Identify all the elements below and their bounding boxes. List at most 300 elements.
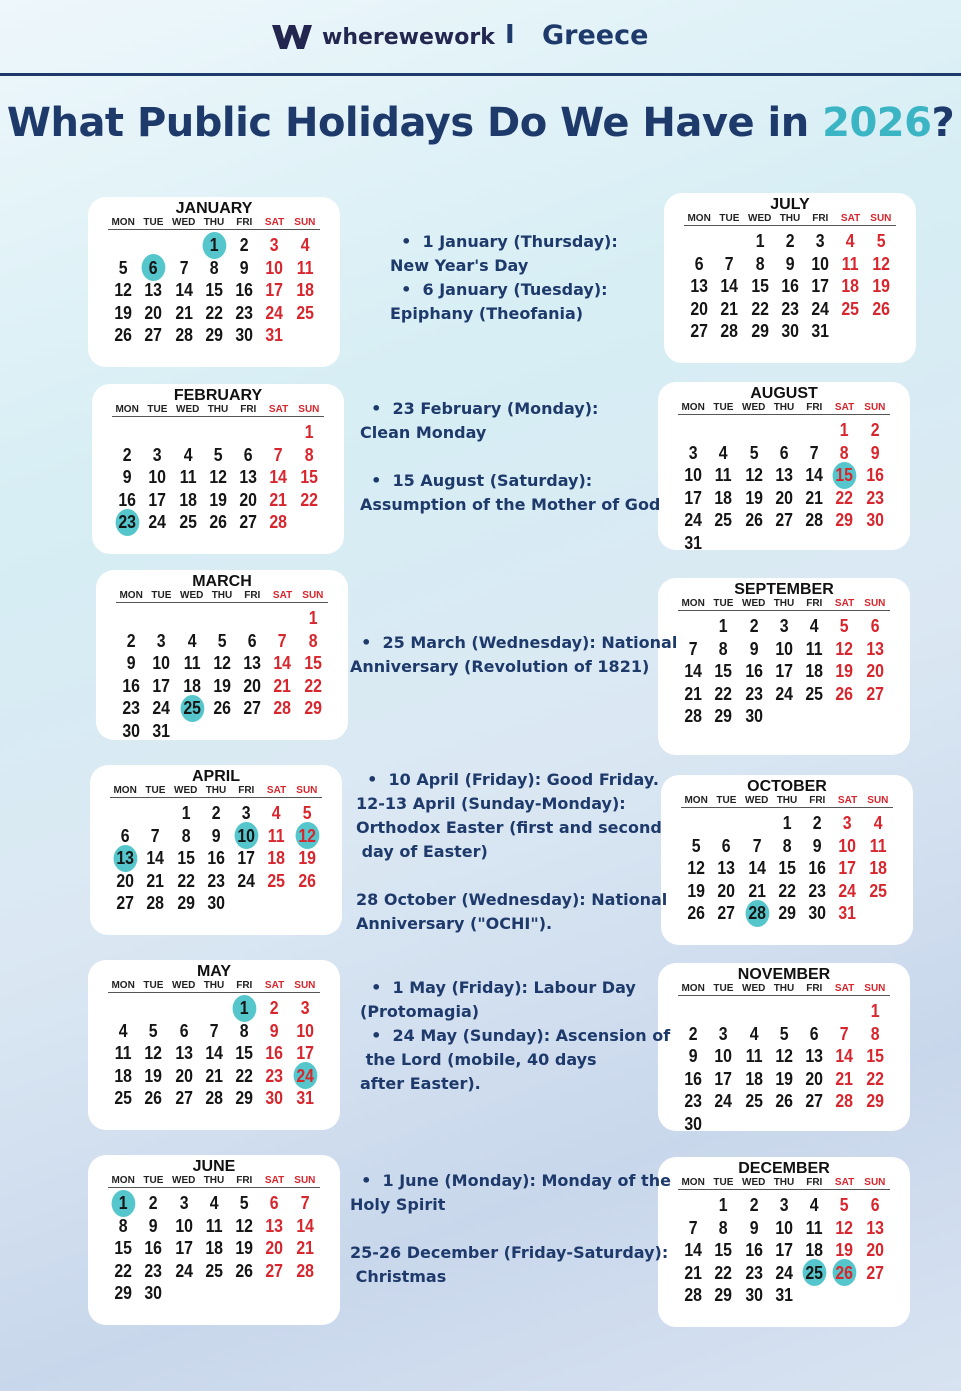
day: 4 xyxy=(209,1193,219,1213)
weekday-label: WED xyxy=(742,1177,766,1188)
weekday-label: FRI xyxy=(809,795,826,806)
day: 20 xyxy=(144,302,163,323)
holiday-note-line: Clean Monday xyxy=(360,423,487,442)
day: 15 xyxy=(714,1240,733,1260)
day: 7 xyxy=(278,630,287,651)
day-grid xyxy=(681,812,893,925)
day: 24 xyxy=(265,302,284,323)
day: 9 xyxy=(870,442,880,463)
month-calendar-august xyxy=(658,382,910,553)
day: 26 xyxy=(872,298,890,319)
holiday-day: 6 xyxy=(140,257,167,280)
weekday-label: MON xyxy=(111,1175,135,1186)
day: 15 xyxy=(304,653,322,673)
day: 22 xyxy=(114,1260,132,1281)
day: 17 xyxy=(838,858,857,878)
day: 28 xyxy=(205,1088,223,1108)
holiday-note-line xyxy=(356,864,667,888)
weekday-label: FRI xyxy=(806,983,823,994)
day: 26 xyxy=(687,903,705,923)
weekday-label: TUE xyxy=(143,1175,164,1186)
weekday-label: SUN xyxy=(294,980,316,991)
day: 3 xyxy=(779,1195,789,1215)
day-grid xyxy=(678,615,890,728)
day: 13 xyxy=(775,465,793,485)
day: 18 xyxy=(178,489,197,510)
day: 4 xyxy=(846,231,855,251)
day: 29 xyxy=(205,325,223,345)
day: 15 xyxy=(750,276,769,296)
day: 29 xyxy=(750,321,769,341)
empty-cell xyxy=(740,1000,767,1023)
day: 27 xyxy=(116,893,134,913)
day: 2 xyxy=(749,616,759,636)
weekday-label: SAT xyxy=(834,402,855,413)
holiday-note-line: Orthodox Easter (first and second xyxy=(356,818,662,837)
day: 20 xyxy=(174,1065,193,1086)
day: 16 xyxy=(144,1238,163,1258)
day: 19 xyxy=(235,1238,254,1258)
day: 29 xyxy=(778,903,796,923)
month-calendar-may xyxy=(88,960,340,1130)
day: 22 xyxy=(205,302,223,323)
holiday-note-line: • 1 June (Monday): Monday of the xyxy=(350,1171,671,1190)
weekday-label: TUE xyxy=(713,402,734,413)
day: 25 xyxy=(114,1088,132,1108)
day: 22 xyxy=(235,1065,254,1086)
day: 7 xyxy=(752,835,762,856)
month-name: MAY xyxy=(196,963,232,980)
day: 24 xyxy=(237,870,256,891)
day: 6 xyxy=(809,1023,819,1044)
empty-cell xyxy=(170,997,197,1020)
day: 27 xyxy=(805,1091,824,1111)
weekday-label: MON xyxy=(115,404,139,415)
day: 13 xyxy=(243,653,262,673)
day: 13 xyxy=(690,276,708,296)
day: 23 xyxy=(265,1065,284,1086)
weekday-label: THU xyxy=(773,983,795,994)
day: 17 xyxy=(296,1043,314,1063)
holiday-note-line: • 24 May (Sunday): Ascension of xyxy=(360,1026,671,1045)
day: 12 xyxy=(213,653,231,673)
empty-cell xyxy=(743,812,770,835)
day: 11 xyxy=(745,1046,763,1066)
weekday-label: THU xyxy=(773,1177,795,1188)
day: 10 xyxy=(775,638,793,659)
holiday-note-line: • 1 May (Friday): Labour Day xyxy=(360,978,636,997)
weekday-label: FRI xyxy=(806,402,823,413)
day: 18 xyxy=(267,848,286,868)
day: 7 xyxy=(688,638,698,659)
day: 18 xyxy=(744,1068,763,1089)
weekday-label: SAT xyxy=(834,598,855,609)
day: 26 xyxy=(744,510,763,530)
day: 26 xyxy=(213,698,231,718)
holiday-note-line: • 15 August (Saturday): xyxy=(360,471,593,490)
day: 4 xyxy=(809,616,819,636)
day: 26 xyxy=(235,1260,254,1281)
day: 1 xyxy=(304,422,314,442)
day: 19 xyxy=(114,302,132,323)
day: 31 xyxy=(296,1088,314,1108)
day: 11 xyxy=(842,253,859,274)
brand-name: wherewework xyxy=(322,24,495,50)
day: 22 xyxy=(176,870,195,891)
day: 21 xyxy=(174,302,193,323)
day: 19 xyxy=(835,1240,854,1260)
weekday-label: SUN xyxy=(864,402,886,413)
day: 30 xyxy=(744,706,763,726)
empty-cell xyxy=(680,1194,707,1217)
day: 4 xyxy=(187,630,197,651)
day: 20 xyxy=(866,661,884,681)
day: 24 xyxy=(174,1260,193,1281)
day: 12 xyxy=(209,467,227,487)
day: 29 xyxy=(835,510,854,530)
day: 7 xyxy=(725,253,734,274)
weekday-label: TUE xyxy=(151,590,172,601)
day: 14 xyxy=(684,1240,702,1260)
day: 21 xyxy=(684,683,702,704)
empty-cell xyxy=(686,230,713,253)
day: 24 xyxy=(775,1262,793,1283)
day: 7 xyxy=(300,1193,310,1213)
day: 24 xyxy=(811,298,830,319)
holiday-note-line: 25-26 December (Friday-Saturday): xyxy=(350,1243,669,1262)
day: 22 xyxy=(304,675,322,696)
empty-cell xyxy=(680,1000,707,1023)
day: 5 xyxy=(779,1023,789,1044)
holiday-notes xyxy=(356,768,667,936)
day-grid xyxy=(678,1000,890,1135)
holiday-note-line: Anniversary (Revolution of 1821) xyxy=(350,657,650,676)
day: 9 xyxy=(239,257,249,278)
weekday-label: THU xyxy=(776,795,798,806)
day: 2 xyxy=(122,444,132,465)
weekday-label: MON xyxy=(681,983,705,994)
day-grid xyxy=(684,230,896,343)
holiday-note-line: 12-13 April (Sunday-Monday): xyxy=(356,794,626,813)
empty-cell xyxy=(713,812,740,835)
day: 1 xyxy=(719,616,728,636)
day: 19 xyxy=(835,661,854,681)
day: 17 xyxy=(174,1238,193,1258)
day: 5 xyxy=(749,442,759,463)
holiday-day: 25 xyxy=(178,697,205,720)
day: 25 xyxy=(205,1260,223,1281)
day: 16 xyxy=(235,280,254,300)
day: 8 xyxy=(870,1023,880,1044)
day: 1 xyxy=(840,420,849,440)
weekday-label: TUE xyxy=(145,785,166,796)
weekday-label: THU xyxy=(203,980,225,991)
holiday-note-line: Holy Spirit xyxy=(350,1195,446,1214)
weekday-label: MON xyxy=(111,980,135,991)
day: 23 xyxy=(744,683,763,704)
day: 26 xyxy=(144,1088,163,1108)
weekday-label: SUN xyxy=(302,590,324,601)
day: 6 xyxy=(243,444,253,465)
day: 19 xyxy=(687,880,705,901)
day: 6 xyxy=(247,630,257,651)
day: 4 xyxy=(809,1195,819,1215)
month-name: OCTOBER xyxy=(747,778,827,795)
holiday-note-line: Anniversary ("OCHI"). xyxy=(356,914,553,933)
day: 20 xyxy=(717,880,736,901)
weekday-label: SUN xyxy=(864,1177,886,1188)
weekday-label: TUE xyxy=(143,980,164,991)
day: 27 xyxy=(866,683,884,704)
weekday-header xyxy=(108,217,320,230)
weekday-label: SAT xyxy=(268,404,289,415)
empty-cell xyxy=(140,997,167,1020)
day: 17 xyxy=(714,1068,733,1089)
day: 30 xyxy=(265,1088,284,1108)
weekday-label: FRI xyxy=(806,598,823,609)
day: 22 xyxy=(714,1262,733,1283)
day: 24 xyxy=(684,510,702,530)
holiday-note-line: day of Easter) xyxy=(356,842,488,861)
day: 13 xyxy=(805,1046,824,1066)
weekday-label: THU xyxy=(203,1175,225,1186)
day-grid xyxy=(108,997,320,1110)
day: 6 xyxy=(722,835,731,856)
day: 21 xyxy=(269,489,288,510)
day: 7 xyxy=(151,825,160,846)
weekday-label: WED xyxy=(172,980,196,991)
month-name: DECEMBER xyxy=(738,1160,830,1177)
day: 25 xyxy=(178,512,197,532)
day: 10 xyxy=(775,1217,793,1238)
day: 16 xyxy=(744,1240,763,1260)
holiday-note-line: • 6 January (Tuesday): xyxy=(390,280,608,299)
empty-cell xyxy=(710,1000,737,1023)
day: 4 xyxy=(300,235,310,255)
day: 3 xyxy=(270,235,279,255)
day: 16 xyxy=(118,489,136,510)
day: 3 xyxy=(815,231,825,251)
title-text: What Public Holidays Do We Have in xyxy=(6,100,823,146)
empty-cell xyxy=(170,234,197,257)
weekday-label: SUN xyxy=(294,1175,316,1186)
month-name: JULY xyxy=(770,196,810,213)
day: 31 xyxy=(811,321,830,341)
day: 8 xyxy=(304,444,314,465)
day: 13 xyxy=(144,280,163,300)
weekday-label: THU xyxy=(203,217,225,228)
weekday-label: TUE xyxy=(719,213,740,224)
empty-cell xyxy=(801,419,828,442)
day: 28 xyxy=(296,1260,314,1281)
empty-cell xyxy=(112,802,139,825)
empty-cell xyxy=(205,421,232,444)
day: 29 xyxy=(714,706,733,726)
day: 30 xyxy=(235,325,254,345)
day: 26 xyxy=(775,1091,793,1111)
day: 10 xyxy=(152,653,171,673)
day: 19 xyxy=(744,487,763,508)
weekday-label: SAT xyxy=(834,983,855,994)
day: 6 xyxy=(694,253,704,274)
weekday-label: FRI xyxy=(806,1177,823,1188)
wherewework-logo-icon xyxy=(270,22,314,52)
empty-cell xyxy=(269,607,296,630)
day: 28 xyxy=(146,893,165,913)
day-grid xyxy=(678,1194,890,1307)
day: 15 xyxy=(205,280,223,300)
day: 9 xyxy=(749,1217,759,1238)
day: 17 xyxy=(684,487,702,508)
day: 6 xyxy=(870,616,880,636)
day: 31 xyxy=(684,532,702,553)
day: 30 xyxy=(781,321,799,341)
day: 23 xyxy=(144,1260,163,1281)
empty-cell xyxy=(265,421,292,444)
day: 27 xyxy=(866,1262,884,1283)
weekday-label: WED xyxy=(180,590,204,601)
day: 18 xyxy=(296,280,314,300)
day: 12 xyxy=(872,253,890,274)
weekday-label: SUN xyxy=(294,217,316,228)
day: 8 xyxy=(719,638,728,659)
weekday-label: THU xyxy=(211,590,233,601)
weekday-label: FRI xyxy=(236,1175,253,1186)
day: 28 xyxy=(805,510,824,530)
day: 25 xyxy=(714,510,733,530)
day: 15 xyxy=(176,848,195,868)
day: 12 xyxy=(114,280,132,300)
day: 8 xyxy=(755,253,765,274)
day: 6 xyxy=(779,442,789,463)
day: 20 xyxy=(805,1068,824,1089)
day: 8 xyxy=(181,825,191,846)
day: 10 xyxy=(296,1020,314,1041)
holiday-day: 1 xyxy=(110,1192,137,1215)
day: 13 xyxy=(717,858,736,878)
day: 18 xyxy=(805,1240,824,1260)
day: 2 xyxy=(211,803,221,823)
day: 3 xyxy=(779,616,789,636)
logo xyxy=(270,22,495,52)
day: 1 xyxy=(719,1195,728,1215)
empty-cell xyxy=(209,607,236,630)
day-grid xyxy=(108,1192,320,1305)
day: 12 xyxy=(835,638,854,659)
month-calendar-april xyxy=(90,765,342,935)
day: 23 xyxy=(235,302,254,323)
day: 29 xyxy=(176,893,195,913)
day: 3 xyxy=(300,998,310,1018)
weekday-label: TUE xyxy=(713,983,734,994)
weekday-header xyxy=(684,213,896,226)
weekday-label: TUE xyxy=(143,217,164,228)
day-grid xyxy=(112,421,324,534)
day: 3 xyxy=(241,803,251,823)
day: 15 xyxy=(300,467,318,487)
empty-cell xyxy=(114,421,141,444)
day: 29 xyxy=(235,1088,254,1108)
day: 22 xyxy=(866,1068,884,1089)
day: 20 xyxy=(265,1238,284,1258)
day: 25 xyxy=(869,880,887,901)
header-separator: I xyxy=(505,20,515,50)
day: 3 xyxy=(157,630,166,651)
weekday-header xyxy=(678,598,890,611)
day: 11 xyxy=(869,835,887,856)
weekday-label: WED xyxy=(176,404,200,415)
day: 3 xyxy=(688,442,698,463)
day: 16 xyxy=(866,465,884,485)
day: 14 xyxy=(174,280,193,300)
day: 6 xyxy=(179,1020,189,1041)
day: 1 xyxy=(755,231,765,251)
day: 9 xyxy=(749,638,759,659)
day: 14 xyxy=(835,1046,854,1066)
empty-cell xyxy=(683,812,710,835)
day: 25 xyxy=(267,870,286,891)
day: 18 xyxy=(841,276,860,296)
day: 17 xyxy=(265,280,284,300)
holiday-notes xyxy=(350,631,677,679)
day: 7 xyxy=(688,1217,698,1238)
day: 2 xyxy=(688,1023,698,1044)
weekday-label: THU xyxy=(205,785,227,796)
day: 21 xyxy=(805,487,824,508)
day: 11 xyxy=(805,1217,823,1238)
day: 18 xyxy=(869,858,887,878)
weekday-label: SAT xyxy=(840,213,861,224)
day: 6 xyxy=(120,825,130,846)
day: 8 xyxy=(118,1215,128,1236)
day: 6 xyxy=(870,1195,880,1215)
day: 8 xyxy=(308,630,318,651)
day: 27 xyxy=(717,903,736,923)
day: 24 xyxy=(148,512,167,532)
weekday-label: THU xyxy=(773,598,795,609)
month-name: NOVEMBER xyxy=(737,966,831,983)
empty-cell xyxy=(801,1000,828,1023)
day: 8 xyxy=(209,257,219,278)
day: 4 xyxy=(719,442,728,463)
day: 28 xyxy=(269,512,288,532)
country-name: Greece xyxy=(542,20,649,51)
month-calendar-february xyxy=(92,384,344,554)
day: 10 xyxy=(174,1215,193,1236)
day: 20 xyxy=(690,298,708,319)
day: 11 xyxy=(183,653,201,673)
weekday-label: WED xyxy=(745,795,769,806)
day: 18 xyxy=(114,1065,132,1086)
day: 2 xyxy=(870,420,880,440)
day: 26 xyxy=(835,683,854,704)
holiday-day: 26 xyxy=(831,1262,858,1285)
month-calendar-december xyxy=(658,1157,910,1327)
weekday-label: TUE xyxy=(713,598,734,609)
day: 15 xyxy=(778,858,796,878)
day: 9 xyxy=(812,835,822,856)
empty-cell xyxy=(740,419,767,442)
empty-cell xyxy=(144,421,171,444)
weekday-label: FRI xyxy=(244,590,261,601)
day: 21 xyxy=(205,1065,223,1086)
day: 29 xyxy=(304,698,322,718)
day: 11 xyxy=(715,465,732,485)
day: 5 xyxy=(149,1020,158,1041)
day: 7 xyxy=(809,442,819,463)
day: 30 xyxy=(207,893,225,913)
empty-cell xyxy=(148,607,175,630)
